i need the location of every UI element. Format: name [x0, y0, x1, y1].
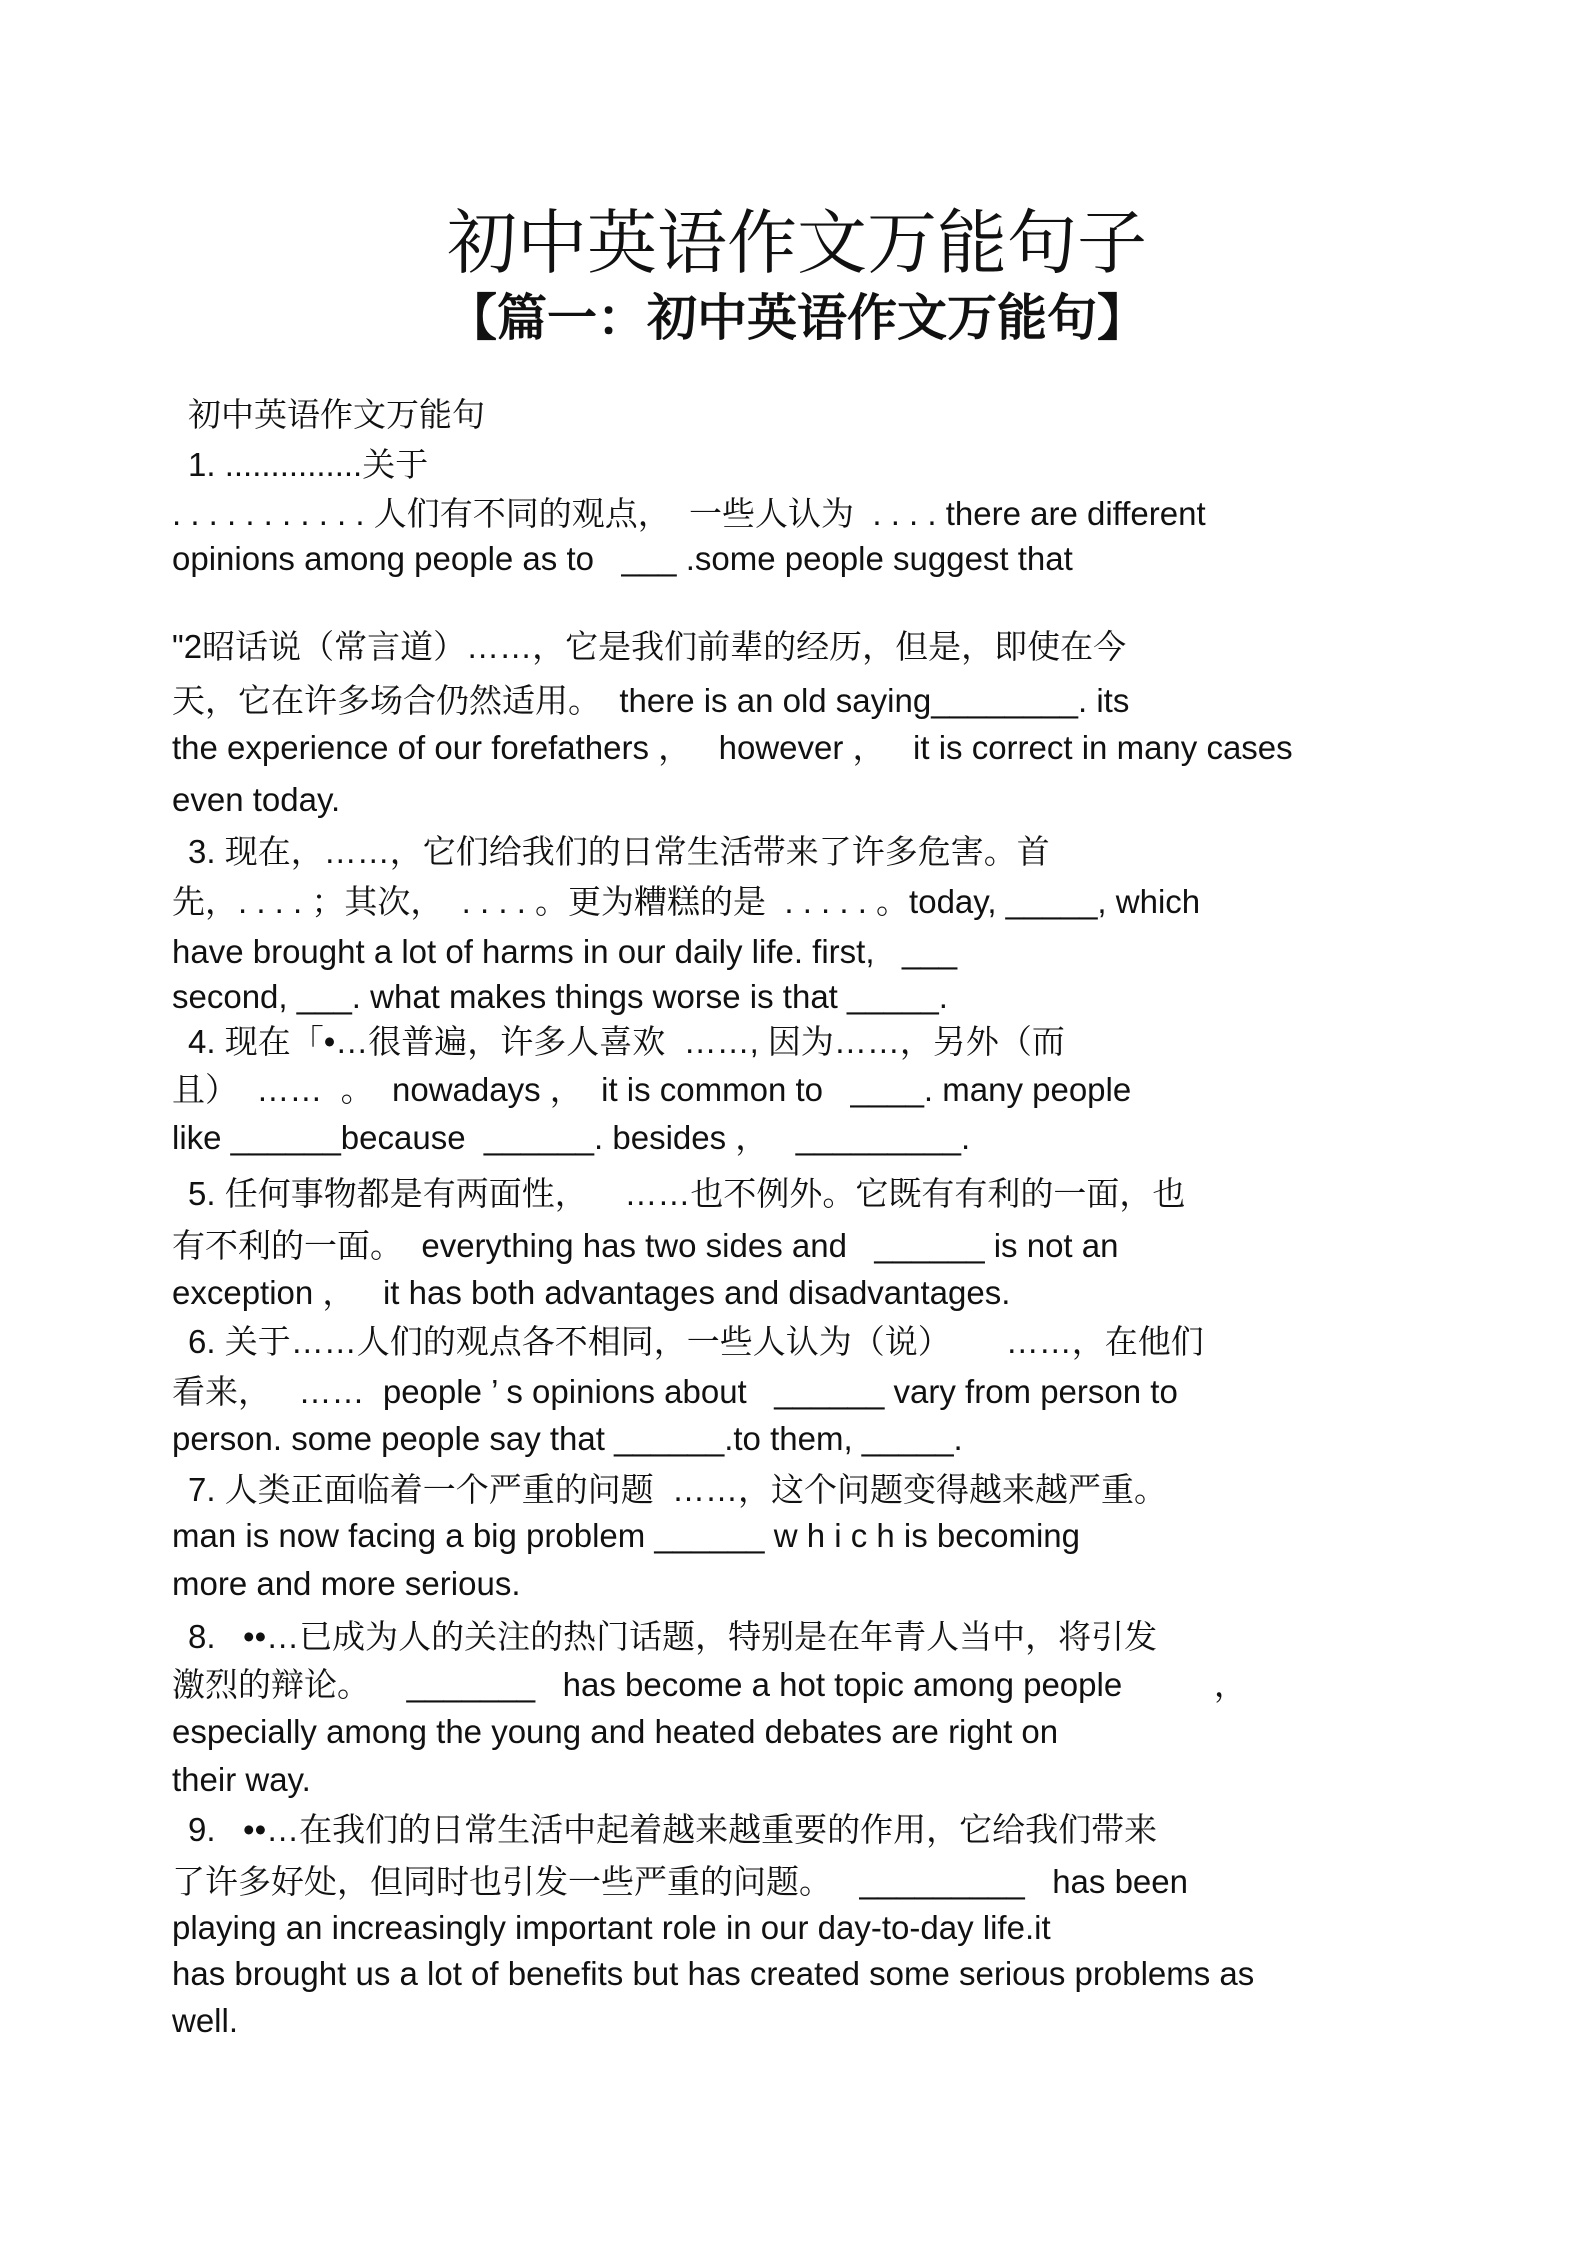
- item-9-line-1: 9. ••…在我们的日常生活中起着越来越重要的作用，它给我们带来: [188, 1811, 1158, 1848]
- item-9-line-3: playing an increasingly important role in our day-to-day life.it: [172, 1909, 1051, 1946]
- item-6-line-3: person. some people say that ______.to them, _____.: [172, 1420, 963, 1457]
- item-3-line-1: 3. 现在，……，它们给我们的日常生活带来了许多危害。首: [188, 833, 1050, 870]
- item-2-line-2: 天，它在许多场合仍然适用。 there is an old saying________. its: [172, 682, 1130, 719]
- item-4-line-2: 且） …… 。 nowadays ， it is common to ____. many people: [172, 1071, 1132, 1108]
- item-8-line-1: 8. ••…已成为人的关注的热门话题，特别是在年青人当中，将引发: [188, 1618, 1158, 1655]
- item-7-line-2: man is now facing a big problem ______ w h i c h is becoming: [172, 1517, 1080, 1554]
- item-6-line-1: 6. 关于……人们的观点各不相同，一些人认为（说） ……，在他们: [188, 1323, 1204, 1360]
- item-9-line-4: has brought us a lot of benefits but has created some serious problems as: [172, 1955, 1255, 1992]
- item-4-line-1: 4. 现在「•…很普遍，许多人喜欢 ……, 因为……，另外（而: [188, 1023, 1065, 1060]
- item-3-line-3: have brought a lot of harms in our daily life. first, ___: [172, 933, 958, 970]
- item-7-line-1: 7. 人类正面临着一个严重的问题 ……，这个问题变得越来越严重。: [188, 1471, 1168, 1508]
- item-5-line-1: 5. 任何事物都是有两面性， ……也不例外。它既有有利的一面，也: [188, 1175, 1186, 1212]
- item-9-line-5: well.: [172, 2002, 239, 2039]
- item-9-line-2: 了许多好处，但同时也引发一些严重的问题。 _________ has been: [172, 1863, 1188, 1900]
- item-1-line-2: . . . . . . . . . . . 人们有不同的观点， 一些人认为 . . . . there are different: [172, 495, 1206, 532]
- item-8-line-2: 激烈的辩论。 _______ has become a hot topic among people ，: [172, 1666, 1247, 1703]
- section-heading: 【篇一：初中英语作文万能句】: [447, 289, 1147, 347]
- item-4-line-3: like ______because ______. besides ， _________.: [172, 1119, 971, 1156]
- item-1-line-1: 1. ...............关于: [188, 446, 429, 483]
- item-2-line-4: even today.: [172, 781, 341, 818]
- item-8-line-4: their way.: [172, 1761, 311, 1798]
- item-2-line-3: the experience of our forefathers ， however ， it is correct in many cases: [172, 729, 1293, 766]
- item-8-line-3: especially among the young and heated debates are right on: [172, 1713, 1059, 1750]
- item-5-line-2: 有不利的一面。 everything has two sides and ______ is not an: [172, 1227, 1119, 1264]
- intro-line: 初中英语作文万能句: [188, 395, 485, 434]
- item-5-line-3: exception ， it has both advantages and disadvantages.: [172, 1274, 1011, 1311]
- item-3-line-4: second, ___. what makes things worse is that _____.: [172, 978, 948, 1015]
- item-1-line-3: opinions among people as to ___ .some people suggest that: [172, 540, 1073, 577]
- item-6-line-2: 看来， …… people ’ s opinions about ______ vary from person to: [172, 1373, 1178, 1410]
- item-3-line-2: 先，. . . . ；其次， . . . . 。更为糟糕的是 . . . . . 。today, _____, which: [172, 883, 1201, 920]
- document-title: 初中英语作文万能句子: [447, 202, 1147, 284]
- item-7-line-3: more and more serious.: [172, 1565, 521, 1602]
- item-2-line-1: "2昭话说（常言道）……，它是我们前辈的经历，但是，即使在今: [172, 628, 1127, 665]
